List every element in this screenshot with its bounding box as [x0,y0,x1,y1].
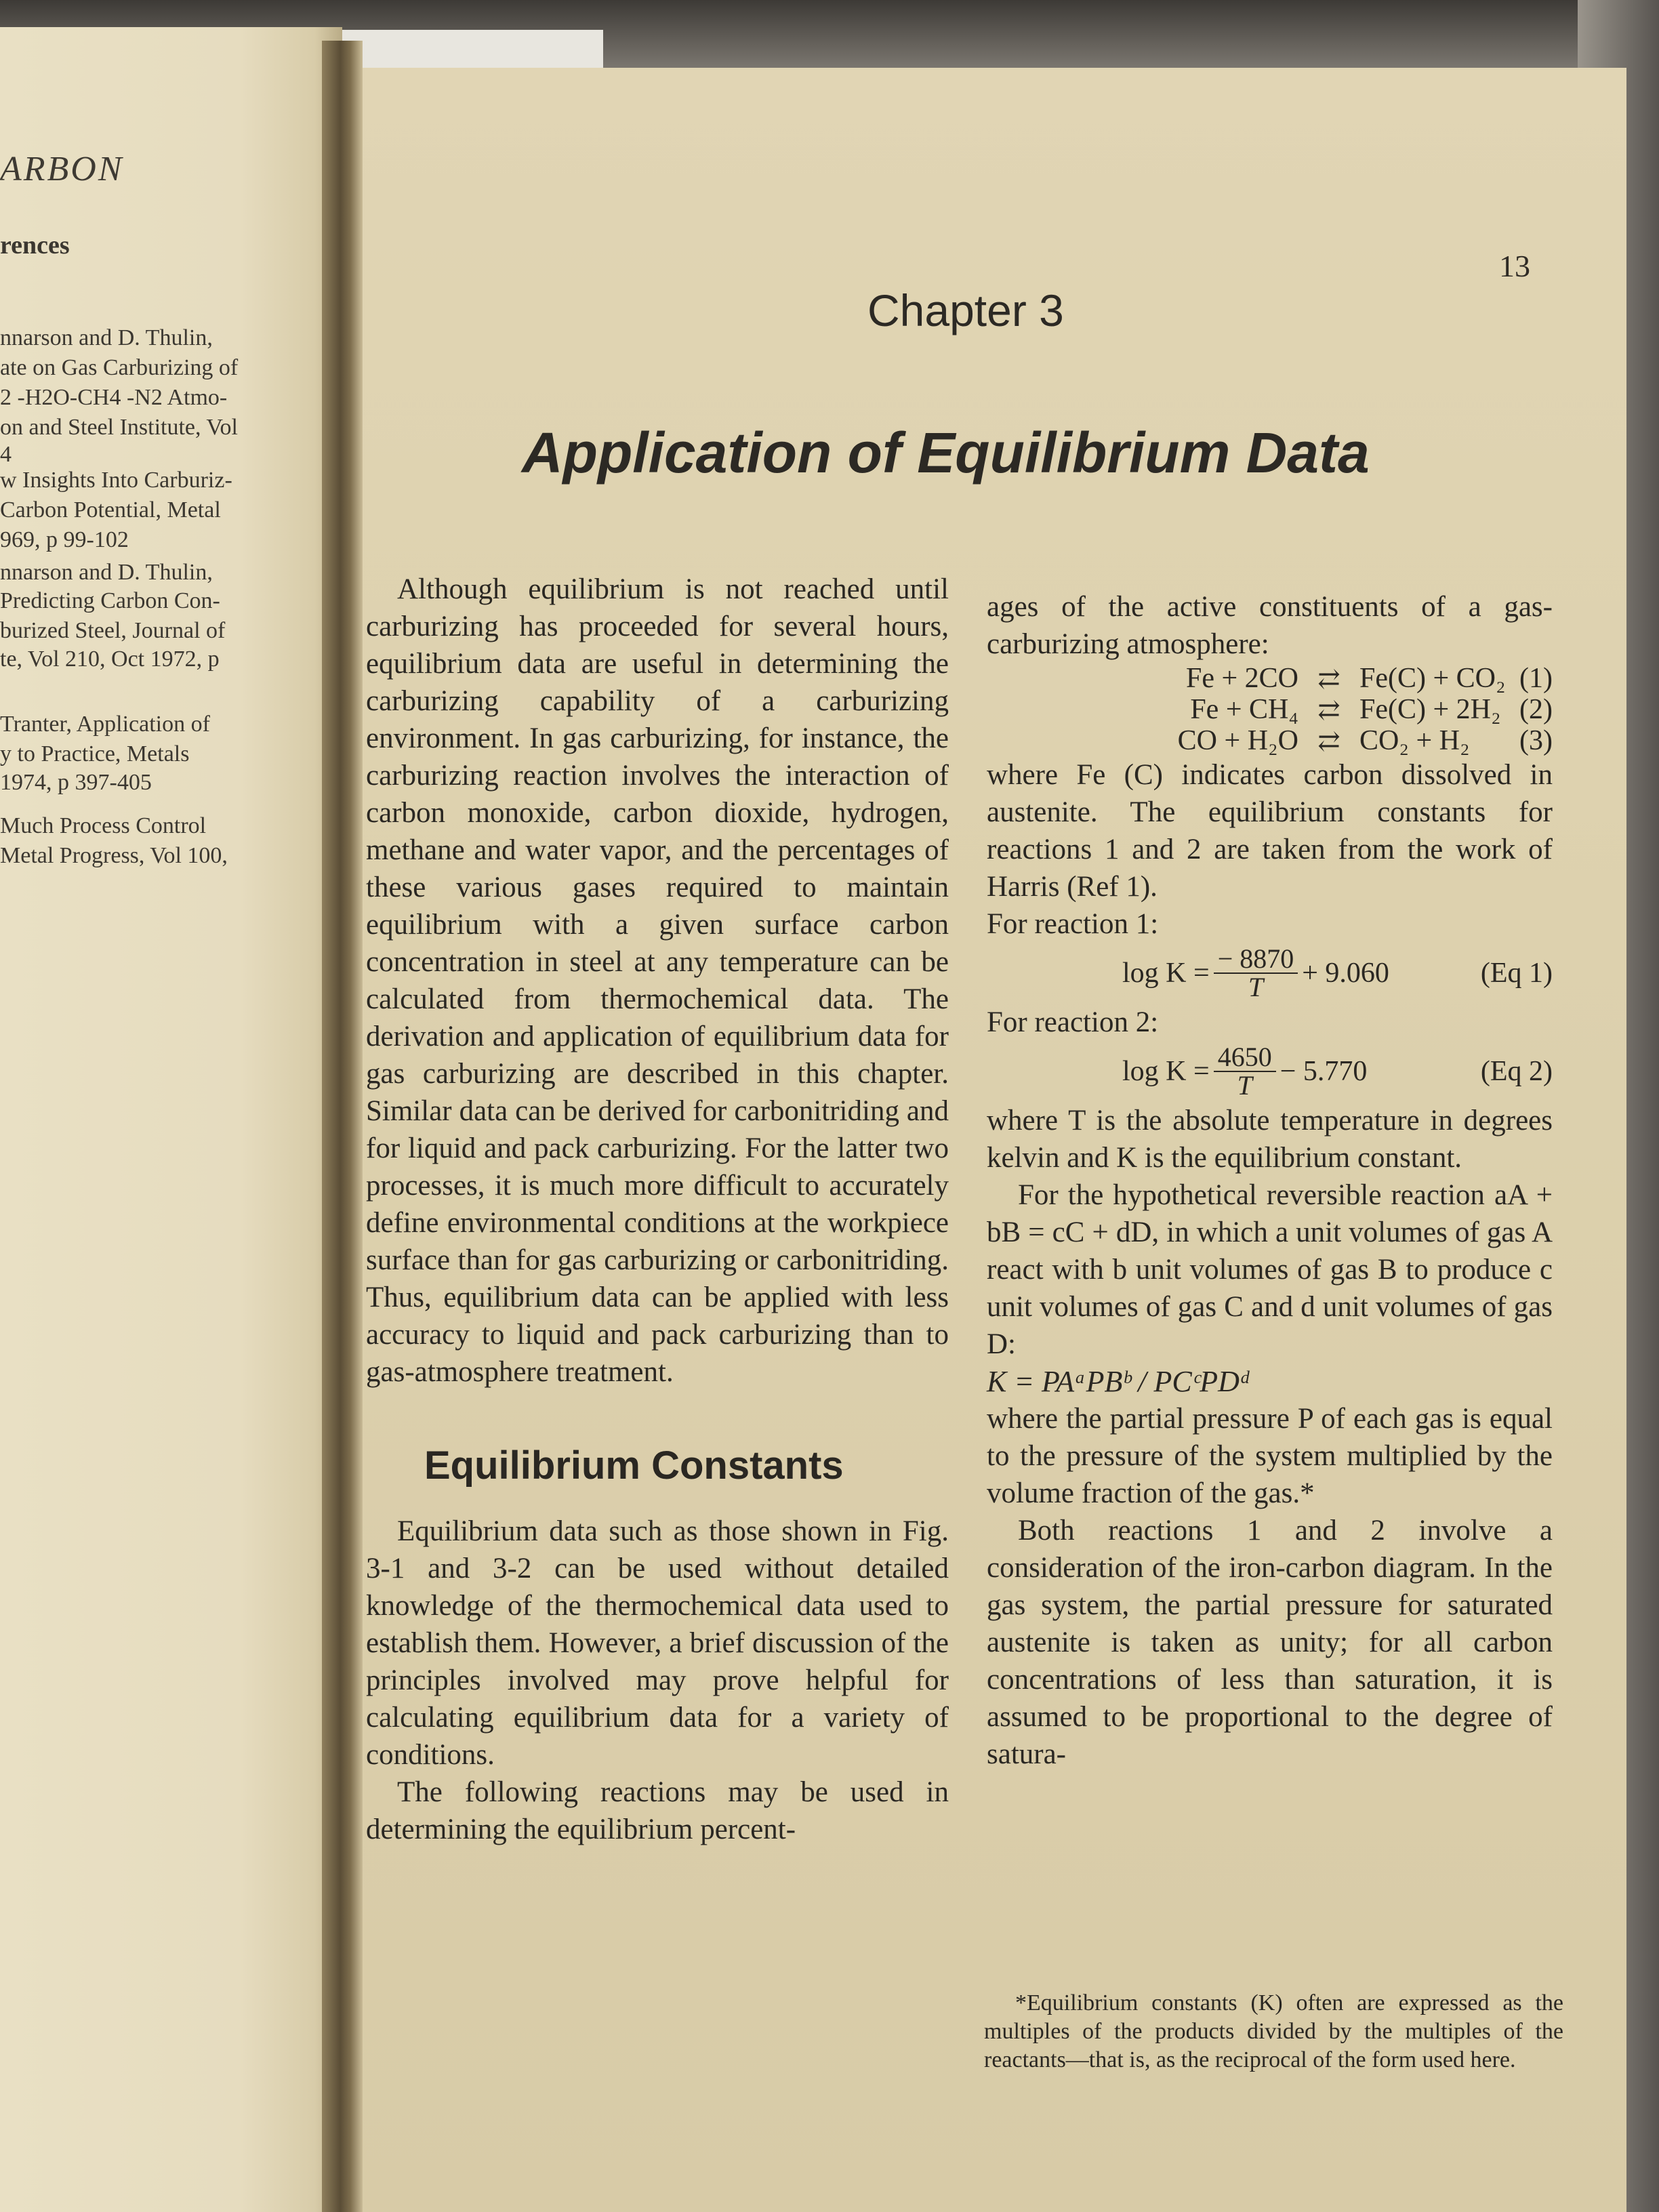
reaction-number: (3) [1519,724,1553,756]
reference-line: 2 -H2O-CH4 -N2 Atmo- [0,385,228,410]
left-text-column [366,571,949,1848]
equation-tag: (Eq 1) [1480,957,1553,989]
chapter-label: Chapter 3 [867,285,1064,335]
equilibrium-arrow-icon: ⇄ [1317,725,1340,756]
paragraph: The following reactions may be used in determining the equilibrium percent- [366,1776,949,1845]
reference-line: on and Steel Institute, Vol [0,415,239,440]
reaction-number: (1) [1519,662,1553,694]
reaction-rhs: Fe(C) + CO₂ [1359,662,1506,694]
fraction-denominator: T [1248,972,1264,1002]
right-text-column [987,588,1553,1773]
equation-lhs: log K = [1122,957,1210,989]
reaction-1-label: For reaction 1: [987,908,1159,940]
reference-line: burized Steel, Journal of [0,618,226,643]
reference-line: te, Vol 210, Oct 1972, p [0,647,220,672]
reference-line: y to Practice, Metals [0,741,190,766]
equation-lhs: log K = [1122,1055,1210,1087]
paragraph: Both reactions 1 and 2 involve a consideration of the iron-carbon diagram. In the gas system, the partial pressure for saturated austenite is taken as unity; for all carbon concentrations of less than saturation, it is assumed to be proportional to the degree of satura- [987,1515,1553,1770]
reaction-lhs: CO + H₂O [1177,724,1298,756]
book-gutter [322,41,363,2212]
reaction-row [987,663,1553,694]
equation-constant: − 5.770 [1279,1055,1368,1087]
reference-line: Predicting Carbon Con- [0,588,220,613]
paragraph: For the hypothetical reversible reaction aA + bB = cC + dD, in which a unit volumes of gas A react with b unit volumes of gas B to produce c unit volumes of gas C and d unit volumes of gas D: [987,1179,1553,1360]
paragraph: ages of the active constituents of a gas-carburizing atmosphere: [987,591,1553,660]
footnote-text: *Equilibrium constants (K) often are expressed as the multiples of the products divided by the multiples of the reactants—that is, as the reciprocal of the form used here. [984,1990,1563,2072]
intro-paragraph: Although equilibrium is not reached until carburizing has proceeded for several hours, equilibrium data are useful in determining the carburizing capability of a carburizing environment. In gas carburizing, for instance, the carburizing reaction involves the interaction of carbon monoxide, carbon dioxide, hydrogen, methane and water vapor, and the percentages of these various gases required to maintain equilibrium with a given surface carbon concentration in steel at any temperature can be calculated from thermochemical data. The derivation and application of equilibrium data for gas carburizing are described in this chapter. Similar data can be derived for carbonitriding and for liquid and pack carburizing. For the latter two processes, it is much more difficult to accurately define environmental conditions at the workpiece surface than for gas carburizing or carbonitriding. Thus, equilibrium data can be applied with less accuracy to liquid and pack carburizing than to gas-atmosphere treatment. [366,573,949,1388]
k-formula: K = PAᵃPBᵇ / PCᶜPDᵈ [987,1365,1249,1398]
left-running-head: ARBON [0,150,124,188]
reference-line: 969, p 99-102 [0,527,129,552]
reaction-number: (2) [1519,693,1553,725]
paragraph: where Fe (C) indicates carbon dissolved in austenite. The equilibrium constants for reactions 1 and 2 are taken from the work of Harris (Ref 1). [987,759,1553,903]
reaction-row [987,694,1553,725]
reaction-row [987,725,1553,756]
equation-1 [987,943,1553,1004]
reference-line: 4 [0,442,12,467]
equilibrium-arrow-icon: ⇄ [1317,663,1340,694]
fraction-numerator: − 8870 [1214,945,1298,974]
fraction [1214,945,1298,1001]
reference-line: Tranter, Application of [0,712,210,737]
fraction-numerator: 4650 [1214,1044,1276,1072]
reaction-lhs: Fe + 2CO [1185,662,1298,694]
reaction-rhs: Fe(C) + 2H₂ [1359,693,1501,725]
reference-line: Much Process Control [0,813,207,838]
reference-line: nnarson and D. Thulin, [0,325,213,350]
reaction-2-label: For reaction 2: [987,1006,1159,1038]
reference-line: nnarson and D. Thulin, [0,560,213,585]
footnote [984,1989,1563,2074]
reaction-rhs: CO₂ + H₂ [1359,724,1470,756]
reaction-list [987,663,1553,756]
fraction [1214,1044,1276,1099]
equation-2 [987,1041,1553,1102]
reaction-lhs: Fe + CH₄ [1190,693,1298,725]
section-heading: Equilibrium Constants [424,1443,844,1488]
reference-line: 1974, p 397-405 [0,770,152,795]
fraction-denominator: T [1237,1070,1252,1101]
paragraph: where the partial pressure P of each gas is equal to the pressure of the system multiplied by the volume fraction of the gas.* [987,1403,1553,1509]
left-references-heading: rences [0,231,70,260]
paragraph: where T is the absolute temperature in degrees kelvin and K is the equilibrium constant. [987,1105,1553,1174]
equation-constant: + 9.060 [1302,957,1389,989]
reference-line: Metal Progress, Vol 100, [0,843,228,868]
reference-line: w Insights Into Carburiz- [0,468,232,493]
equation-tag: (Eq 2) [1480,1055,1553,1087]
paragraph: Equilibrium data such as those shown in Fig. 3-1 and 3-2 can be used without detailed knowledge of the thermochemical data used to establish them. However, a brief discussion of the principles involved may prove helpful for calculating equilibrium data for a variety of conditions. [366,1515,949,1771]
left-page [0,27,342,2212]
page-number: 13 [1499,249,1530,283]
equilibrium-arrow-icon: ⇄ [1317,694,1340,725]
chapter-title: Application of Equilibrium Data [522,421,1370,485]
reference-line: Carbon Potential, Metal [0,497,221,523]
reference-line: ate on Gas Carburizing of [0,355,239,380]
